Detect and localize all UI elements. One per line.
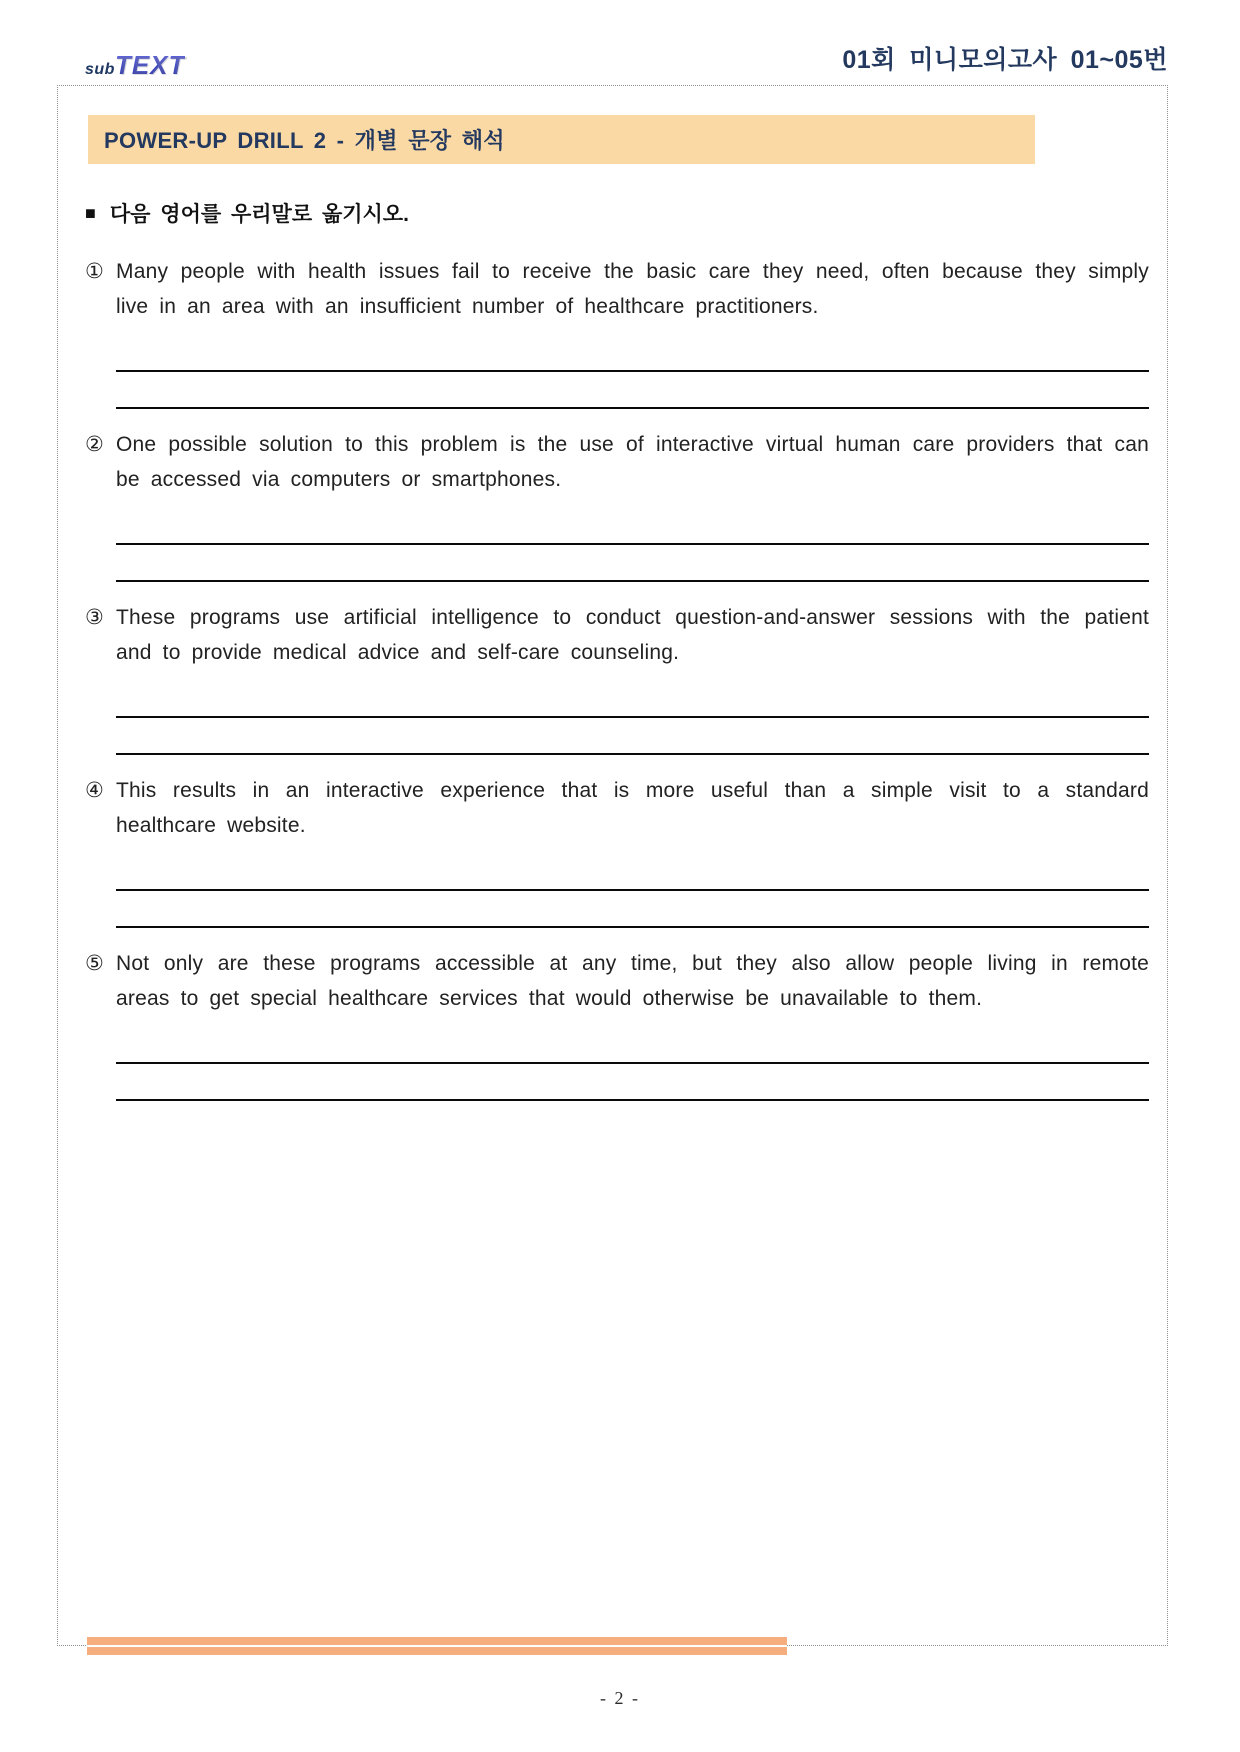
sentence-list bbox=[85, 254, 1149, 1101]
answer-blank-line bbox=[116, 372, 1149, 409]
sentence-2 bbox=[85, 427, 1149, 497]
sentence-5-text: Not only are these programs accessible at any time, but they also allow people living in remote areas to get special healthcare services that would otherwise be unavailable to them. bbox=[116, 952, 1149, 1010]
answer-blank-line bbox=[116, 891, 1149, 928]
instruction-line bbox=[85, 198, 1167, 228]
drill-title-bar bbox=[88, 115, 1035, 164]
sentence-3-text: These programs use artificial intelligence to conduct question-and-answer sessions with the patient and to provide medical advice and self-care counseling. bbox=[116, 606, 1149, 664]
drill-title-label: POWER-UP DRILL 2 - 개별 문장 해석 bbox=[104, 128, 505, 153]
sentence-5 bbox=[85, 946, 1149, 1016]
answer-blank-line bbox=[116, 681, 1149, 718]
sentence-1-text: Many people with health issues fail to receive the basic care they need, often because they simply live in an area with an insufficient number of healthcare practitioners. bbox=[116, 260, 1149, 318]
sentence-item-4 bbox=[85, 773, 1149, 928]
sentence-4 bbox=[85, 773, 1149, 843]
sentence-2-answer-area bbox=[116, 508, 1149, 582]
answer-blank-line bbox=[116, 854, 1149, 891]
instruction-text: 다음 영어를 우리말로 옮기시오. bbox=[109, 203, 409, 226]
sentence-item-2 bbox=[85, 427, 1149, 582]
answer-blank-line bbox=[116, 545, 1149, 582]
sentence-4-answer-area bbox=[116, 854, 1149, 928]
square-bullet-icon: ■ bbox=[85, 202, 96, 223]
sentence-5-answer-area bbox=[116, 1027, 1149, 1101]
sentence-1-number: ① bbox=[85, 260, 104, 283]
sentence-item-5 bbox=[85, 946, 1149, 1101]
sentence-3-number: ③ bbox=[85, 606, 104, 629]
sentence-3-answer-area bbox=[116, 681, 1149, 755]
sentence-1-answer-area bbox=[116, 335, 1149, 409]
answer-blank-line bbox=[116, 335, 1149, 372]
page-number: - 2 - bbox=[600, 1688, 640, 1708]
sentence-item-3 bbox=[85, 600, 1149, 755]
brand-logo-sub-text: sub bbox=[85, 61, 115, 78]
brand-logo-main-text: TEXT bbox=[114, 50, 186, 80]
content-frame bbox=[57, 85, 1168, 1646]
sentence-1 bbox=[85, 254, 1149, 324]
answer-blank-line bbox=[116, 718, 1149, 755]
answer-blank-line bbox=[116, 1064, 1149, 1101]
brand-logo bbox=[85, 50, 185, 81]
sentence-2-text: One possible solution to this problem is the use of interactive virtual human care providers that can be accessed via computers or smartphones. bbox=[116, 433, 1149, 491]
answer-blank-line bbox=[116, 1027, 1149, 1064]
answer-blank-line bbox=[116, 508, 1149, 545]
sentence-3 bbox=[85, 600, 1149, 670]
sentence-4-number: ④ bbox=[85, 779, 104, 802]
sentence-5-number: ⑤ bbox=[85, 952, 104, 975]
footer-accent-bar bbox=[87, 1637, 787, 1655]
sentence-2-number: ② bbox=[85, 433, 104, 456]
document-header-title: 01회 미니모의고사 01~05번 bbox=[842, 46, 1168, 74]
sentence-4-text: This results in an interactive experience that is more useful than a simple visit to a standard healthcare website. bbox=[116, 779, 1149, 837]
sentence-item-1 bbox=[85, 254, 1149, 409]
